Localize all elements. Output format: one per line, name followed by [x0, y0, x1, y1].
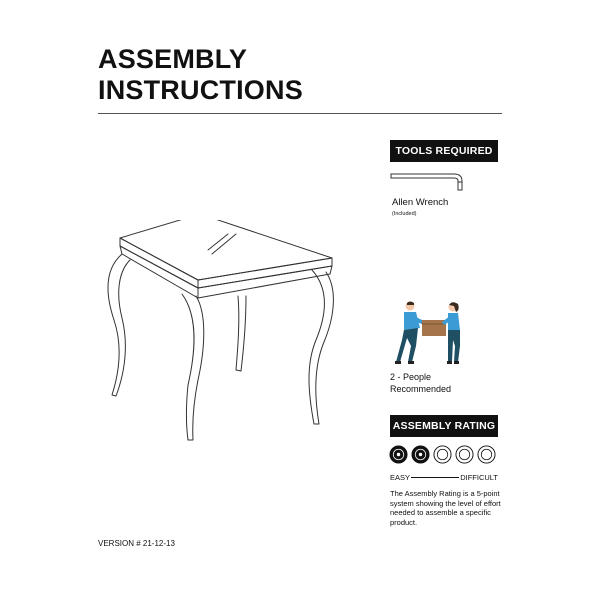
people-note: Recommended — [390, 384, 452, 394]
rating-description: The Assembly Rating is a 5-point system showing the level of effort needed to assemble a specific product. — [390, 489, 501, 527]
tools-required-header: TOOLS REQUIRED — [390, 140, 498, 162]
assembly-rating-header: ASSEMBLY RATING — [390, 415, 498, 437]
page-title — [98, 44, 303, 106]
scale-line — [411, 477, 459, 478]
rating-dot-2 — [411, 445, 430, 464]
allen-wrench-icon — [388, 168, 468, 194]
end-table-illustration — [100, 220, 340, 450]
two-people-carrying-box-icon — [390, 300, 472, 366]
tool-note: (Included) — [392, 211, 417, 217]
tool-name: Allen Wrench — [392, 197, 449, 208]
rating-dots — [389, 445, 496, 464]
rating-dot-5 — [477, 445, 496, 464]
rating-dot-3 — [433, 445, 452, 464]
difficult-label: DIFFICULT — [460, 473, 498, 482]
header-divider — [98, 113, 502, 114]
rating-dot-1 — [389, 445, 408, 464]
version-label: VERSION # 21-12-13 — [98, 539, 175, 548]
title-line-2: INSTRUCTIONS — [98, 75, 303, 105]
people-recommendation — [390, 371, 451, 395]
title-line-1: ASSEMBLY — [98, 44, 248, 74]
difficulty-scale — [390, 473, 498, 482]
easy-label: EASY — [390, 473, 411, 482]
rating-dot-4 — [455, 445, 474, 464]
people-count: 2 - People — [390, 372, 432, 382]
